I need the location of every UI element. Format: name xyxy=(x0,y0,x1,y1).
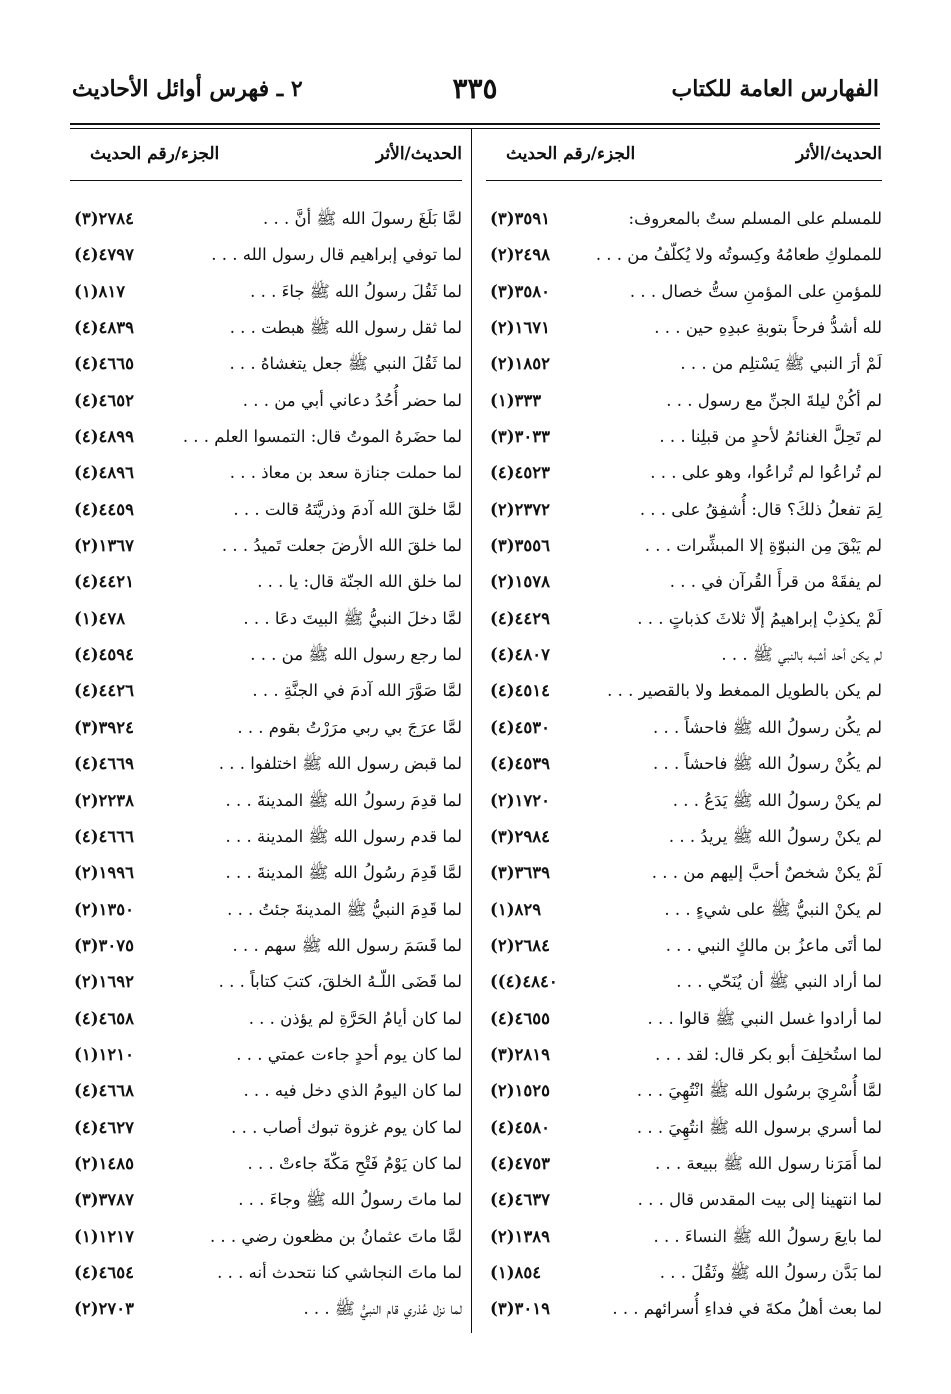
index-entry xyxy=(70,679,462,715)
hadith-opening: لما رجع رسول الله ﷺ من . . . xyxy=(250,645,462,665)
index-entry xyxy=(70,316,462,352)
index-entry xyxy=(70,643,462,679)
index-entry xyxy=(70,789,462,825)
volume-hadith-number: (٤)٤٦٦٥ xyxy=(74,354,134,374)
index-entry xyxy=(486,243,882,279)
hadith-opening: لم يكنْ رسولُ الله ﷺ يَدَعُ . . . xyxy=(672,790,882,810)
volume-hadith-number: (٤)٤٦٢٧ xyxy=(74,1117,134,1137)
hadith-opening: لم يَبْقَ مِن النبوّةِ إلا المبشِّرات . . . xyxy=(644,536,882,556)
index-entry xyxy=(486,425,882,461)
volume-hadith-number: (٤)٤٥٢٣ xyxy=(490,463,550,483)
hadith-opening: لما كان أيامُ الحَرَّةِ لم يؤذن . . . xyxy=(248,1008,462,1028)
volume-hadith-number: (٣)٣٥٩١ xyxy=(490,209,550,228)
hadith-opening: للمسلم على المسلم ستٌ بالمعروف: xyxy=(628,209,882,228)
column-header xyxy=(486,128,882,180)
index-entry xyxy=(486,1007,882,1043)
index-entry xyxy=(70,861,462,897)
volume-hadith-number: ((٤)٤٨٤٠ xyxy=(490,972,558,992)
volume-hadith-number: (٢)٢٦٨٤ xyxy=(490,935,550,955)
index-entry xyxy=(486,316,882,352)
index-entry xyxy=(70,1188,462,1224)
hadith-opening: لما خلق الله الجنّة قال: يا . . . xyxy=(257,572,462,592)
index-entry xyxy=(486,970,882,1006)
column-divider xyxy=(471,128,472,1333)
index-entry xyxy=(486,461,882,497)
hadith-opening: لم يكُن رسولُ الله ﷺ فاحشاً . . . xyxy=(653,717,882,737)
volume-hadith-number: (٤)٤٨٣٩ xyxy=(74,318,134,338)
index-entry xyxy=(70,1152,462,1188)
column-header xyxy=(70,128,462,180)
volume-hadith-number: (٤)٤٦٦٦ xyxy=(74,826,134,846)
volume-hadith-number: (٢)٢٢٣٨ xyxy=(74,790,134,810)
volume-hadith-number: (٢)١٦٧١ xyxy=(490,318,550,338)
hadith-opening: لمَّا قَدِمَ رسُولُ الله ﷺ المدينةَ . . . xyxy=(225,863,462,883)
volume-hadith-number: (٤)٤٥٨٠ xyxy=(490,1117,550,1137)
hadith-opening: للمؤمنِ على المؤمنِ ستُّ خصال . . . xyxy=(629,281,882,301)
index-entry xyxy=(486,1225,882,1261)
index-entry xyxy=(70,825,462,861)
volume-hadith-number: (٣)٣٠٧٥ xyxy=(74,935,134,955)
hadith-opening: لما ثَقُلَ النبي ﷺ جعل يتغشاهُ . . . xyxy=(229,354,462,374)
index-entry xyxy=(70,570,462,606)
volume-hadith-number: (٤)٤٥٣٠ xyxy=(490,717,550,737)
index-entry xyxy=(70,280,462,316)
index-entry xyxy=(70,1043,462,1079)
index-entry xyxy=(70,970,462,1006)
hadith-opening: لله أشدُّ فرحاً بتوبةِ عبدِهِ حين . . . xyxy=(654,318,882,338)
hadith-opening: لما قدِمَ رسولُ الله ﷺ المدينةَ . . . xyxy=(225,790,462,810)
volume-hadith-number: (٤)٤٥٣٩ xyxy=(490,754,550,774)
hadith-opening: لَمْ يكنْ شخصٌ أحبَّ إليهم من . . . xyxy=(651,863,882,883)
hadith-opening: لما قَدِمَ النبيُّ ﷺ المدينةَ جئتُ . . . xyxy=(227,899,462,919)
volume-hadith-number: (١)٤٧٨ xyxy=(74,608,126,628)
hadith-opening: لمَّا دخلَ النبيُّ ﷺ البيتَ دعَا . . . xyxy=(243,608,462,628)
index-entry xyxy=(70,352,462,388)
volume-hadith-number: (٢)١٦٩٢ xyxy=(74,972,134,992)
hadith-opening: لما نزل عُذري قام النبيُّ ﷺ . . . xyxy=(303,1299,462,1319)
index-entry xyxy=(486,352,882,388)
volume-hadith-number: (٤)٤٤٢٩ xyxy=(490,608,550,628)
volume-hadith-number: (٤)٤٧٥٣ xyxy=(490,1153,550,1173)
index-entry xyxy=(70,1007,462,1043)
volume-hadith-number: (٣)٣٥٥٦ xyxy=(490,536,550,556)
index-entry xyxy=(486,207,882,243)
volume-hadith-number: (١)١٢١٠ xyxy=(74,1044,134,1064)
hadith-opening: لما ثَقُلَ رسولُ الله ﷺ جاءَ . . . xyxy=(250,281,462,301)
volume-hadith-number: (٤)٤٤٥٩ xyxy=(74,499,134,519)
hadith-opening: لم يكن أحد أشبه بالنبي ﷺ . . . xyxy=(721,645,882,665)
hadith-opening: لما أسري برسول الله ﷺ انتُهِيَ . . . xyxy=(636,1117,882,1137)
index-entry xyxy=(486,934,882,970)
index-entry xyxy=(486,1188,882,1224)
hadith-opening: لَمْ أرَ النبي ﷺ يَسْتلِم من . . . xyxy=(680,354,882,374)
volume-hadith-number: (٤)٤٦٥٢ xyxy=(74,390,134,410)
index-entry xyxy=(486,752,882,788)
volume-hadith-number: (٣)٣٠١٩ xyxy=(490,1299,550,1319)
volume-hadith-number: (١)١٢١٧ xyxy=(74,1226,134,1246)
hadith-opening: لما بعث أهلُ مكةَ في فداءِ أُسرائهم . . . xyxy=(612,1299,882,1319)
volume-hadith-number: (١)٣٣٣ xyxy=(490,390,542,410)
hadith-opening: لما انتهينا إلى بيت المقدس قال . . . xyxy=(637,1190,882,1210)
hadith-opening: لما بَدَّن رسولُ الله ﷺ وثَقُلَ . . . xyxy=(659,1262,882,1282)
volume-hadith-number: (٢)١٥٢٥ xyxy=(490,1081,550,1101)
hadith-opening: لمَّا عرَجَ بي ربي مرَرْتُ بقوم . . . xyxy=(237,717,462,737)
volume-hadith-number: (٤)٤٤٢٦ xyxy=(74,681,134,701)
volume-hadith-number: (٤)٤٥٩٤ xyxy=(74,645,134,665)
volume-hadith-number: (٣)٣٩٢٤ xyxy=(74,717,134,737)
index-entry xyxy=(486,789,882,825)
volume-hadith-number: (٣)٢٧٨٤ xyxy=(74,209,134,228)
volume-hadith-number: (٢)١٤٨٥ xyxy=(74,1153,134,1173)
index-entry xyxy=(486,898,882,934)
volume-hadith-number: (٤)٤٦٥٥ xyxy=(490,1008,550,1028)
hadith-header: الحديث/الأثر xyxy=(376,144,462,164)
hadith-opening: لَمْ يكذِبْ إبراهيمُ إلّا ثلاثَ كذباتٍ . . . xyxy=(637,608,882,628)
hadith-opening: لمَّا خلقَ الله آدمَ وذريَّتَهُ قالت . . . xyxy=(233,499,462,519)
volume-hadith-number: (٤)٤٥١٤ xyxy=(490,681,550,701)
volume-hadith-number: (٣)٣٦٣٩ xyxy=(490,863,550,883)
volume-hadith-number: (٢)١٨٥٢ xyxy=(490,354,550,374)
index-entry xyxy=(486,1152,882,1188)
index-entry xyxy=(70,1116,462,1152)
volume-hadith-number: (٣)٢٨١٩ xyxy=(490,1044,550,1064)
hadith-opening: لما حضر أُحُدُ دعاني أبي من . . . xyxy=(242,390,462,410)
index-entry xyxy=(486,825,882,861)
entry-list xyxy=(70,207,462,1334)
hadith-opening: لما أرادوا غسل النبي ﷺ قالوا . . . xyxy=(647,1008,882,1028)
index-entry xyxy=(70,1297,462,1333)
volume-hadith-number: (٢)٢٧٠٣ xyxy=(74,1299,134,1319)
hadith-opening: لِمَ تفعلُ ذلكَ؟ قال: أُشفِقُ على . . . xyxy=(639,499,882,519)
hadith-opening: لما ماتَ النجاشي كنا نتحدث أنه . . . xyxy=(217,1262,462,1282)
index-entry xyxy=(70,425,462,461)
index-column-left xyxy=(70,128,462,1334)
volume-hadith-number: (٣)٣٥٨٠ xyxy=(490,281,550,301)
index-entry xyxy=(486,570,882,606)
index-entry xyxy=(486,1043,882,1079)
hadith-opening: لما خلقَ الله الأرضَ جعلت تَميدُ . . . xyxy=(221,536,462,556)
volume-hadith-number: (٢)١٣٦٧ xyxy=(74,536,134,556)
index-entry xyxy=(70,1261,462,1297)
volume-hadith-number: (٣)٢٩٨٤ xyxy=(490,826,550,846)
hadith-opening: لما كان يَوْمُ فَتْحِ مَكّةَ جاءتْ . . . xyxy=(247,1153,462,1173)
hadith-opening: لمَّا ماتَ عثمانُ بن مظعون رضي . . . xyxy=(209,1226,462,1246)
volume-hadith-number: (٢)١٩٩٦ xyxy=(74,863,134,883)
index-entry xyxy=(486,1116,882,1152)
index-entry xyxy=(70,1225,462,1261)
hadith-opening: لما استُخلِفَ أبو بكر قال: لقد . . . xyxy=(655,1044,882,1064)
volume-hadith-number: (٤)٤٦٦٨ xyxy=(74,1081,134,1101)
hadith-opening: لما ماتَ رسولُ الله ﷺ وجاءَ . . . xyxy=(238,1190,462,1210)
page-number: ٣٣٥ xyxy=(452,72,498,105)
hadith-opening: لمَّا أُسْرِيَ برسُول الله ﷺ انْتُهِيَ . . . xyxy=(636,1081,882,1101)
volume-hadith-number: (٢)١٣٥٠ xyxy=(74,899,134,919)
volume-hadith-number: (١)٨٢٩ xyxy=(490,899,542,919)
index-entry xyxy=(486,716,882,752)
hadith-opening: لم يكنْ النبيُّ ﷺ على شيءٍ . . . xyxy=(664,899,882,919)
hadith-opening: لما كان يوم أحدٍ جاءت عمتي . . . xyxy=(236,1044,462,1064)
hadith-opening: لما أراد النبي ﷺ أن يُنَحّي . . . xyxy=(676,972,882,992)
volume-hadith-number: (٤)٤٤٢١ xyxy=(74,572,134,592)
volume-hadith-number: (٤)٤٨٠٧ xyxy=(490,645,550,665)
index-entry xyxy=(486,607,882,643)
index-entry xyxy=(70,934,462,970)
index-column-right xyxy=(486,128,882,1334)
index-entry xyxy=(70,534,462,570)
index-entry xyxy=(486,1261,882,1297)
hadith-opening: لمَّا بَلَغَ رسولَ الله ﷺ أنَّ . . . xyxy=(263,209,462,228)
hadith-opening: لم تُراعُوا لم تُراعُوا، وهو على . . . xyxy=(650,463,882,483)
hadith-opening: لم أكُنْ ليلةَ الجنِّ مع رسول . . . xyxy=(666,390,882,410)
volume-hadith-number: (٢)٢٤٩٨ xyxy=(490,245,550,265)
index-entry xyxy=(70,243,462,279)
index-entry xyxy=(70,716,462,752)
hadith-opening: لما حملت جنازة سعد بن معاذ . . . xyxy=(229,463,462,483)
volume-hadith-number: (٤)٤٨٩٩ xyxy=(74,427,134,447)
index-entry xyxy=(486,498,882,534)
volume-hadith-number: (٣)٣٧٨٧ xyxy=(74,1190,134,1210)
index-entry xyxy=(486,679,882,715)
volume-hadith-number: (٤)٤٨٩٦ xyxy=(74,463,134,483)
index-entry xyxy=(486,861,882,897)
volume-hadith-number: (٢)٢٣٧٢ xyxy=(490,499,550,519)
hadith-opening: لما قبض رسول الله ﷺ اختلفوا . . . xyxy=(218,754,462,774)
hadith-opening: للمملوكِ طعامُهُ وكِسوتُه ولا يُكلّفُ من . . . xyxy=(595,245,882,265)
hadith-opening: لما أتَى ماعزُ بن مالكٍ النبي . . . xyxy=(665,935,882,955)
number-header: الجزء/رقم الحديث xyxy=(506,144,636,164)
index-entry xyxy=(70,607,462,643)
hadith-opening: لما قدم رسول الله ﷺ المدينة . . . xyxy=(225,826,462,846)
hadith-opening: لما قَسَمَ رسول الله ﷺ سهم . . . xyxy=(232,935,462,955)
index-entry xyxy=(70,389,462,425)
volume-hadith-number: (٣)٣٠٣٣ xyxy=(490,427,550,447)
index-entry xyxy=(70,898,462,934)
index-entry xyxy=(486,534,882,570)
hadith-opening: لما حضَرهُ الموتُ قال: التمسوا العلم . . . xyxy=(182,427,462,447)
hadith-opening: لم تَحِلَّ الغنائمُ لأحدٍ من قبلِنا . . . xyxy=(659,427,882,447)
index-entry xyxy=(70,752,462,788)
hadith-opening: لما كان يوم غزوة تبوك أصاب . . . xyxy=(231,1117,462,1137)
index-entry xyxy=(486,643,882,679)
hadith-opening: لم يكن بالطويل الممغط ولا بالقصير . . . xyxy=(607,681,882,701)
volume-hadith-number: (٤)٤٦٥٨ xyxy=(74,1008,134,1028)
index-entry xyxy=(70,461,462,497)
volume-hadith-number: (١)٨٥٤ xyxy=(490,1262,542,1282)
index-entry xyxy=(70,498,462,534)
hadith-opening: لما ثقل رسول الله ﷺ هبطت . . . xyxy=(229,318,462,338)
index-entry xyxy=(486,1079,882,1115)
volume-hadith-number: (٤)٤٧٩٧ xyxy=(74,245,134,265)
volume-hadith-number: (١)٨١٧ xyxy=(74,281,126,301)
index-entry xyxy=(70,207,462,243)
volume-hadith-number: (٤)٤٦٦٩ xyxy=(74,754,134,774)
entry-list xyxy=(486,207,882,1334)
hadith-opening: لمَّا صَوَّرَ الله آدمَ في الجنَّةِ . . . xyxy=(252,681,462,701)
hadith-opening: لم يكنْ رسولُ الله ﷺ يريدُ . . . xyxy=(668,826,882,846)
index-entry xyxy=(486,1297,882,1333)
number-header: الجزء/رقم الحديث xyxy=(90,144,220,164)
index-entry xyxy=(486,389,882,425)
volume-hadith-number: (٢)١٥٧٨ xyxy=(490,572,550,592)
running-title: الفهارس العامة للكتاب xyxy=(671,76,879,102)
hadith-header: الحديث/الأثر xyxy=(796,144,882,164)
volume-hadith-number: (٤)٤٦٥٤ xyxy=(74,1262,134,1282)
hadith-opening: لم يفقَهْ من قرأَ القُرآن في . . . xyxy=(669,572,882,592)
section-title: ٢ ـ فهرس أوائل الأحاديث xyxy=(72,76,303,102)
hadith-opening: لما قَضَى اللّـهُ الخلقَ، كتبَ كتاباً . . . xyxy=(218,972,462,992)
header-rule xyxy=(70,123,880,125)
index-entry xyxy=(486,280,882,316)
volume-hadith-number: (٢)١٣٨٩ xyxy=(490,1226,550,1246)
hadith-opening: لما أَمَرَنا رسول الله ﷺ ببيعة . . . xyxy=(655,1153,882,1173)
hadith-opening: لم يكُنْ رسولُ الله ﷺ فاحشاً . . . xyxy=(653,754,882,774)
volume-hadith-number: (٢)١٧٢٠ xyxy=(490,790,550,810)
hadith-opening: لما كان اليومُ الذي دخل فيه . . . xyxy=(243,1081,462,1101)
hadith-opening: لما بايعَ رسولُ الله ﷺ النساءَ . . . xyxy=(653,1226,882,1246)
volume-hadith-number: (٤)٤٦٣٧ xyxy=(490,1190,550,1210)
index-entry xyxy=(70,1079,462,1115)
hadith-opening: لما توفي إبراهيم قال رسول الله . . . xyxy=(211,245,462,265)
